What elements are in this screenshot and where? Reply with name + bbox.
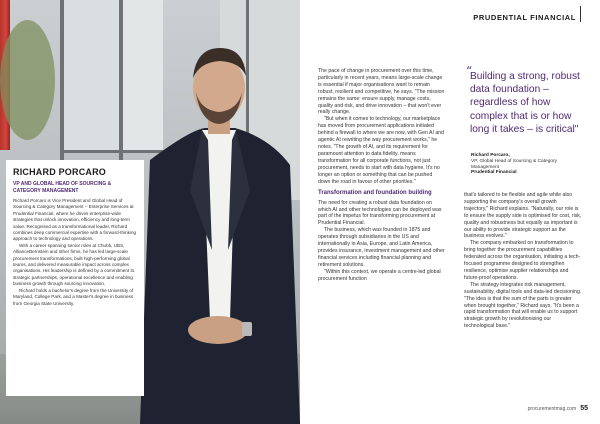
article-column-left	[318, 68, 446, 282]
bio-card	[6, 160, 144, 396]
bio-role: VP AND GLOBAL HEAD OF SOURCING & CATEGORY MANAGEMENT	[13, 181, 112, 194]
article-paragraph: "But when it comes to technology, our marketplace has moved from procurement applications initiated behind a firewall to where we are now, with Gen AI and agentic AI rewriting the way procurement works," he notes. "The growth of AI, and its requirement for paramount attention to data fidelity, means transformation for all corporate functions, not just procurement, needs to start with data hygiene. It's no longer an option or something that can be pushed down the road in favour of other priorities."	[318, 116, 445, 185]
article-paragraph: The business, which was founded in 1875 and operates through subsidiaries in the US and internationally in Asia, Europe, and Latin America, provides insurance, investment management and other financial services including financial planning and retirement solutions.	[318, 227, 445, 268]
article-paragraph: The company embarked on transformation to bring together the procurement capabilities federated across the organisation, initiating a tech-focused programme designed to strengthen resilience, optimise supplier relationships and future-proof operations.	[464, 240, 581, 281]
quote-title: VP, Global Head of Sourcing & Category Management	[471, 158, 558, 170]
bio-paragraph: With a career spanning senior roles at Chubb, UBS, AllianceBernstein and other firms, he has led large-scale procurement transformations, built high-performing global teams, and delivered measurable impact across complex organisations. His leadership is defined by a commitment to strategic partnerships, operational excellence and enabling business growth through sourcing innovation.	[13, 242, 135, 287]
bio-text	[13, 198, 138, 307]
bio-paragraph: Richard Porcaro is Vice President and Global Head of Sourcing & Category Management – Enterprise Services at Prudential Financial, where he drives enterprise-wide strategies that unlock innovation, efficiency and long-term value. Recognised as a transformational leader, Richard combines deep commercial expertise with a forward-thinking approach to technology and operations.	[13, 198, 137, 242]
article-paragraph: that's tailored to be flexible and agile while also supporting the company's overall growth trajectory," Richard explains. "Naturally, our role is to ensure the supply side is optimised for cost, risk, quality and robustness but equally as important is our ability to provide strategic support as the business evolves."	[464, 192, 582, 240]
quote-mark-icon: “	[466, 64, 473, 78]
header-rule	[580, 6, 581, 22]
article-paragraph: The need for creating a robust data foundation on which AI and other technologies can be deployed was part of the impetus for transforming procurement at Prudential Financial.	[318, 199, 442, 227]
article-paragraph: The strategy integrates risk management, sustainability, digital tools and data-led decisioning. "The idea is that the sum of the parts is greater when brought together," Richard says. "It's been a rapid transformation that will enable us to support strategic growth by revolutionising our technological base."	[464, 281, 582, 330]
bio-name: RICHARD PORCARO	[13, 167, 106, 177]
article-column-right	[464, 192, 582, 330]
article-paragraph: "Within this context, we operate a centre-led global procurement function	[318, 268, 441, 282]
footer-site[interactable]: procurementmag.com	[527, 406, 577, 412]
quote-attribution	[471, 153, 581, 176]
quote-name: Richard Porcaro,	[471, 153, 510, 158]
page-number: 55	[580, 405, 588, 412]
pull-quote: Building a strong, robust data foundation – regardless of how complex that is or how long it takes – is critical"	[470, 71, 580, 135]
article-paragraph: The pace of change in procurement over this time, particularly in recent years, means large-scale change is essential if major organisations want to remain robust, resilient and competitive, he says. "The mission remains the same: ensure supply, manage costs, quality and risk, and drive innovation – that won't ever really change.	[318, 68, 445, 116]
quote-company: Prudential Financial	[471, 170, 517, 176]
publication-title: PRUDENTIAL FINANCIAL	[473, 13, 576, 22]
person-figure	[130, 30, 300, 424]
window-pane	[64, 0, 119, 150]
page-footer	[528, 405, 588, 412]
bio-paragraph: Richard holds a bachelor's degree from the University of Maryland, College Park, and a Master's degree in business from Georgia State University.	[13, 287, 134, 306]
article-subheading: Transformation and foundation building	[318, 190, 432, 197]
foliage	[0, 20, 55, 140]
